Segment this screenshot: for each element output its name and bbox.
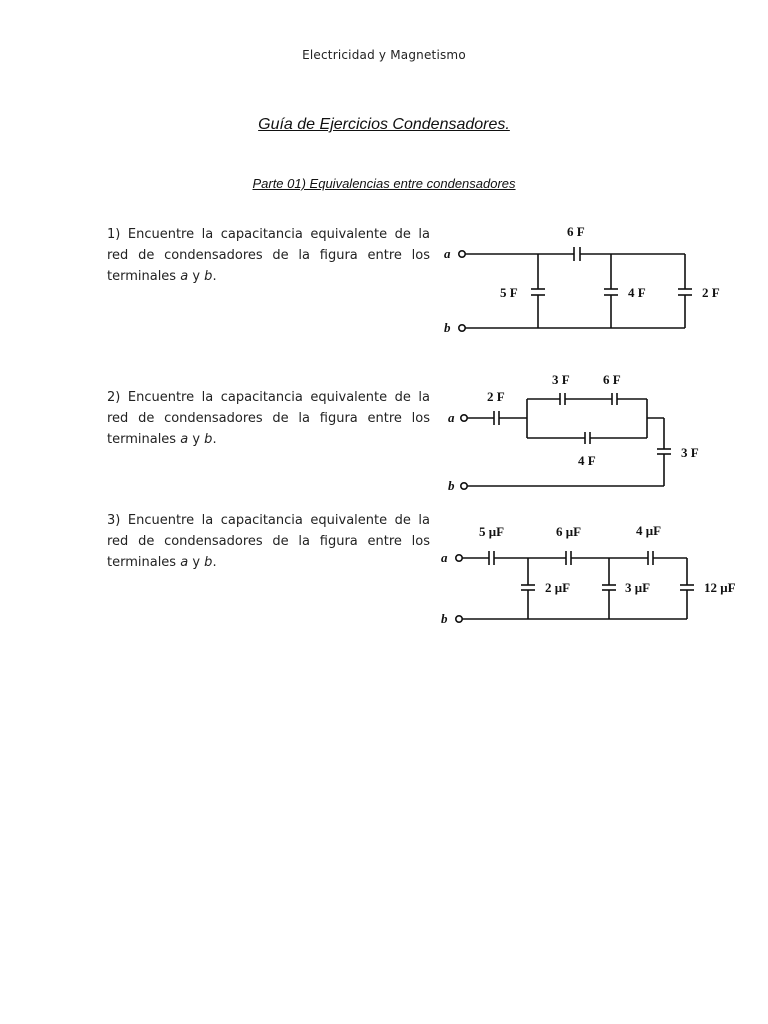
capacitor-label: 3 μF [625, 580, 651, 595]
terminal-b-node [459, 325, 465, 331]
capacitor-label: 4 F [578, 453, 596, 468]
capacitor-label: 3 F [552, 372, 570, 387]
capacitor-label: 4 μF [636, 523, 662, 538]
capacitor-label: 3 F [681, 445, 699, 460]
exercise-number: 3) [107, 513, 121, 528]
section-title: Parte 01) Equivalencias entre condensadores [252, 176, 516, 191]
period: . [212, 555, 217, 570]
terminal-b-label: b [448, 478, 455, 493]
circuit-diagram-2 [440, 368, 740, 498]
exercise-number: 2) [107, 390, 121, 405]
exercise-1-text [107, 224, 430, 287]
exercise-2-text [107, 387, 430, 450]
terminal-b-ref: b [204, 555, 213, 570]
exercise-statement: Encuentre la capacitancia equivalente de la red de condensadores de la figura entre los terminales [107, 513, 430, 570]
exercise-statement: Encuentre la capacitancia equivalente de la red de condensadores de la figura entre los terminales [107, 227, 430, 284]
conjunction: y [192, 555, 201, 570]
capacitor-label: 12 μF [704, 580, 736, 595]
terminal-b-node [461, 483, 467, 489]
terminal-b-label: b [441, 611, 448, 626]
terminal-a-ref: a [180, 432, 189, 447]
capacitor-label: 4 F [628, 285, 646, 300]
capacitor-label: 5 μF [479, 524, 505, 539]
terminal-b-node [456, 616, 462, 622]
exercise-statement: Encuentre la capacitancia equivalente de la red de condensadores de la figura entre los terminales [107, 390, 430, 447]
period: . [212, 432, 217, 447]
conjunction: y [192, 432, 201, 447]
terminal-a-label: a [444, 246, 451, 261]
terminal-b-ref: b [204, 432, 213, 447]
terminal-b-label: b [444, 320, 451, 335]
page-title: Guía de Ejercicios Condensadores. [258, 116, 510, 133]
period: . [212, 269, 217, 284]
terminal-a-ref: a [180, 555, 189, 570]
terminal-a-node [459, 251, 465, 257]
capacitor-label: 6 μF [556, 524, 582, 539]
terminal-a-label: a [448, 410, 455, 425]
circuit-diagram-3 [436, 518, 752, 630]
terminal-b-ref: b [204, 269, 213, 284]
terminal-a-node [456, 555, 462, 561]
exercise-3-text [107, 510, 430, 573]
capacitor-label: 6 F [603, 372, 621, 387]
exercise-number: 1) [107, 227, 121, 242]
conjunction: y [192, 269, 201, 284]
capacitor-label: 2 F [487, 389, 505, 404]
capacitor-label: 2 F [702, 285, 720, 300]
terminal-a-label: a [441, 550, 448, 565]
terminal-a-ref: a [180, 269, 189, 284]
capacitor-label: 2 μF [545, 580, 571, 595]
circuit-diagram-1 [440, 218, 740, 338]
capacitor-label: 6 F [567, 224, 585, 239]
terminal-a-node [461, 415, 467, 421]
page-header: Electricidad y Magnetismo [302, 48, 466, 62]
capacitor-label: 5 F [500, 285, 518, 300]
